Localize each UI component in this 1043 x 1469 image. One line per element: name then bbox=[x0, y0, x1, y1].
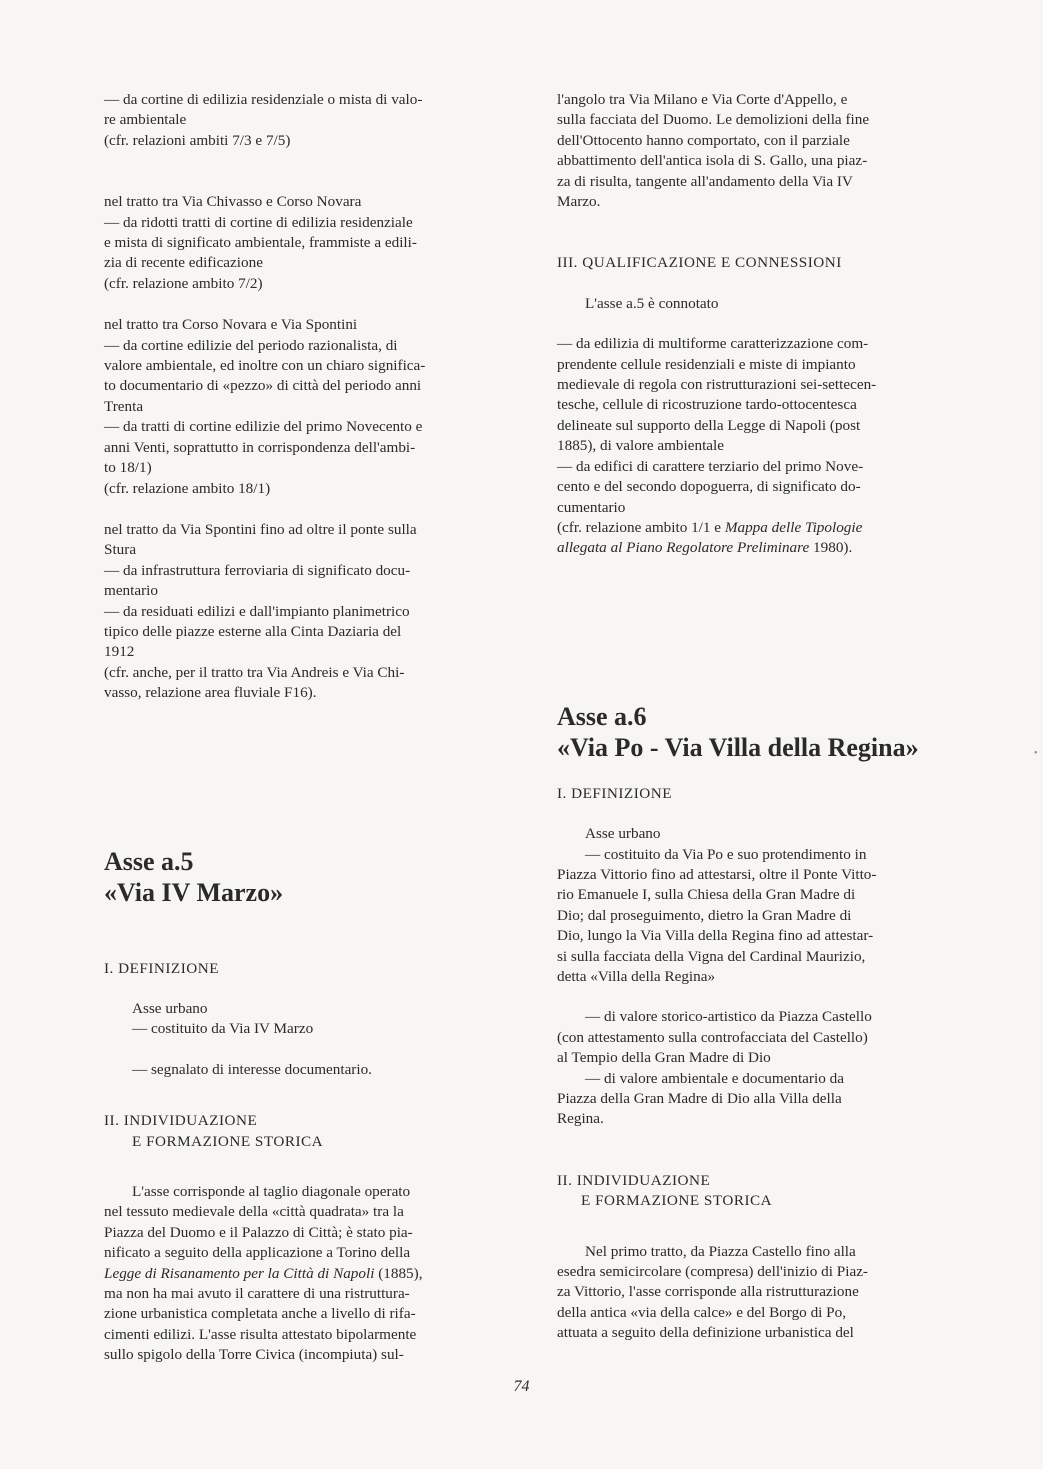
text-line: L'asse a.5 è connotato bbox=[585, 294, 719, 312]
italic-title: Mappa delle Tipologie bbox=[724, 518, 863, 536]
paragraph bbox=[557, 1007, 964, 1129]
section-heading: III. QUALIFICAZIONE E CONNESSIONI bbox=[557, 254, 842, 272]
section-subtitle: «Via Po - Via Villa della Regina» bbox=[557, 732, 919, 762]
text-line: (cfr. anche, per il tratto tra Via Andreis e Via Chi- bbox=[104, 663, 405, 681]
text-line: za Vittorio, l'asse corrisponde alla ristrutturazione bbox=[557, 1283, 859, 1301]
text-line: Piazza del Duomo e il Palazzo di Città; è stato pia- bbox=[104, 1223, 413, 1241]
text-line: prendente cellule residenziali e miste di impianto bbox=[557, 355, 856, 373]
text-line: — da cortine edilizie del periodo razionalista, di bbox=[104, 336, 398, 354]
text-line: L'asse corrisponde al taglio diagonale operato bbox=[132, 1183, 411, 1200]
text-line: dell'Ottocento hanno comportato, con il parziale bbox=[557, 131, 850, 149]
paragraph bbox=[557, 1242, 964, 1344]
section-heading: I. DEFINIZIONE bbox=[557, 784, 672, 802]
text-line: za di risulta, tangente all'andamento della Via IV bbox=[557, 172, 853, 190]
text-line: cento e del secondo dopoguerra, di significato do- bbox=[557, 478, 861, 496]
text-line: to documentario di «pezzo» di città del periodo anni bbox=[104, 377, 422, 395]
text-span: (cfr. relazione ambito 1/1 e bbox=[557, 518, 725, 536]
right-column bbox=[557, 90, 964, 1344]
text-line: attuata a seguito della definizione urbanistica del bbox=[557, 1324, 854, 1342]
text-line: tesche, cellule di ricostruzione tardo-ottocentesca bbox=[557, 396, 857, 414]
paragraph bbox=[104, 1182, 512, 1366]
text-line: si sulla facciata della Vigna del Cardinal Maurizio, bbox=[557, 947, 866, 965]
text-line: nificato a seguito della applicazione a Torino della bbox=[104, 1244, 411, 1262]
text-line: l'angolo tra Via Milano e Via Corte d'Appello, e bbox=[557, 91, 848, 108]
section-heading: E FORMAZIONE STORICA bbox=[581, 1192, 773, 1210]
text-line: Asse urbano bbox=[585, 825, 661, 843]
text-line: delineate sul supporto della Legge di Napoli (post bbox=[557, 416, 861, 434]
text-line: ma non ha mai avuto il carattere di una ristruttura- bbox=[104, 1285, 410, 1303]
section-title: Asse a.5 bbox=[104, 846, 194, 876]
text-span: 1980). bbox=[809, 539, 853, 557]
text-line: anni Venti, soprattutto in corrispondenza dell'ambi- bbox=[104, 438, 416, 456]
text-line: valore ambientale, ed inoltre con un chiaro significa- bbox=[104, 357, 426, 375]
text-line: — da tratti di cortine edilizie del primo Novecento e bbox=[104, 418, 423, 436]
text-line: rio Emanuele I, sulla Chiesa della Gran Madre di bbox=[557, 886, 856, 904]
text-line: (cfr. relazione ambito 7/2) bbox=[104, 274, 263, 292]
text-line: — segnalato di interesse documentario. bbox=[132, 1060, 372, 1078]
text-line bbox=[557, 518, 964, 538]
text-line: medievale di regola con ristrutturazioni sei-settecen- bbox=[557, 376, 877, 394]
text-line: tipico delle piazze esterne alla Cinta Daziaria del bbox=[104, 622, 402, 640]
text-line: — costituito da Via IV Marzo bbox=[132, 1020, 314, 1038]
text-line: nel tratto tra Via Chivasso e Corso Novara bbox=[104, 193, 362, 211]
text-line bbox=[104, 1264, 512, 1284]
section-heading: I. DEFINIZIONE bbox=[104, 959, 219, 977]
text-line: Piazza Vittorio fino ad attestarsi, oltre il Ponte Vitto- bbox=[557, 865, 877, 883]
text-line: cimenti edilizi. L'asse risulta attestato bipolarmente bbox=[104, 1325, 417, 1343]
text-line: esedra semicircolare (compresa) dell'inizio di Piaz- bbox=[557, 1263, 868, 1281]
text-line: sulla facciata del Duomo. Le demolizioni della fine bbox=[557, 111, 870, 129]
text-line bbox=[557, 538, 964, 558]
text-line: — costituito da Via Po e suo protendimento in bbox=[585, 845, 867, 863]
text-line: cumentario bbox=[557, 498, 626, 516]
text-line: — da cortine di edilizia residenziale o mista di valo- bbox=[104, 91, 423, 108]
text-line: mentario bbox=[104, 582, 158, 600]
text-line: al Tempio della Gran Madre di Dio bbox=[557, 1049, 771, 1067]
text-line: Marzo. bbox=[557, 193, 601, 211]
text-line: zia di recente edificazione bbox=[104, 254, 263, 272]
decorative-dot: • bbox=[1034, 748, 1038, 759]
text-line: Nel primo tratto, da Piazza Castello fino alla bbox=[585, 1242, 856, 1260]
text-line: — da ridotti tratti di cortine di edilizia residenziale bbox=[104, 213, 413, 231]
text-line: — di valore ambientale e documentario da bbox=[585, 1069, 844, 1087]
text-line: (con attestamento sulla controfacciata del Castello) bbox=[557, 1028, 868, 1046]
text-line: della antica «via della calce» e del Borgo di Po, bbox=[557, 1303, 847, 1321]
italic-title: Legge di Risanamento per la Città di Napoli bbox=[104, 1264, 375, 1282]
text-line: Dio, lungo la Via Villa della Regina fino ad attestar- bbox=[557, 927, 874, 945]
text-block-1 bbox=[104, 90, 512, 151]
text-block-2 bbox=[104, 192, 512, 294]
text-line: Regina. bbox=[557, 1110, 604, 1128]
section-subtitle: «Via IV Marzo» bbox=[104, 877, 284, 907]
section-heading: E FORMAZIONE STORICA bbox=[132, 1132, 324, 1150]
text-line: Trenta bbox=[104, 397, 144, 415]
text-line: (cfr. relazione ambito 18/1) bbox=[104, 479, 271, 497]
text-line: nel tratto tra Corso Novara e Via Spontini bbox=[104, 316, 358, 334]
text-line: e mista di significato ambientale, frammiste a edili- bbox=[104, 234, 417, 252]
italic-title: allegata al Piano Regolatore Preliminare bbox=[557, 539, 810, 557]
text-line: — da edifici di carattere terziario del primo Nove- bbox=[557, 457, 864, 475]
text-line: to 18/1) bbox=[104, 459, 152, 477]
text-line: (cfr. relazioni ambiti 7/3 e 7/5) bbox=[104, 131, 291, 149]
paragraph bbox=[557, 90, 964, 212]
text-line: — da residuati edilizi e dall'impianto planimetrico bbox=[104, 602, 410, 620]
paragraph bbox=[557, 334, 964, 558]
text-line: nel tratto da Via Spontini fino ad oltre il ponte sulla bbox=[104, 520, 417, 538]
text-span: (1885), bbox=[374, 1264, 423, 1282]
text-line: 1885), di valore ambientale bbox=[557, 437, 725, 455]
text-line: — di valore storico-artistico da Piazza Castello bbox=[585, 1008, 872, 1026]
text-line: — da infrastruttura ferroviaria di significato docu- bbox=[104, 561, 411, 579]
text-line: — da edilizia di multiforme caratterizzazione com- bbox=[557, 335, 869, 353]
text-line: sullo spigolo della Torre Civica (incompiuta) sul- bbox=[104, 1346, 404, 1364]
section-heading: II. INDIVIDUAZIONE bbox=[557, 1171, 711, 1189]
text-line: detta «Villa della Regina» bbox=[557, 967, 716, 985]
text-block-3 bbox=[104, 315, 512, 499]
text-line: nel tessuto medievale della «città quadrata» tra la bbox=[104, 1203, 404, 1221]
text-line: 1912 bbox=[104, 643, 135, 661]
text-line: Dio; dal proseguimento, dietro la Gran Madre di bbox=[557, 906, 852, 924]
text-line: Piazza della Gran Madre di Dio alla Villa della bbox=[557, 1090, 842, 1107]
text-line: abbattimento dell'antica isola di S. Gallo, una piaz- bbox=[557, 152, 868, 170]
text-line: re ambientale bbox=[104, 111, 187, 129]
section-title: Asse a.6 bbox=[557, 701, 647, 731]
page-number: 74 bbox=[513, 1378, 530, 1395]
paragraph bbox=[557, 845, 964, 988]
text-block-4 bbox=[104, 520, 512, 704]
text-line: Stura bbox=[104, 541, 137, 559]
text-line: vasso, relazione area fluviale F16). bbox=[104, 684, 317, 702]
section-heading: II. INDIVIDUAZIONE bbox=[104, 1112, 258, 1130]
text-line: zione urbanistica completata anche a livello di rifa- bbox=[104, 1305, 416, 1323]
left-column bbox=[104, 90, 512, 1366]
text-line: Asse urbano bbox=[132, 999, 208, 1017]
